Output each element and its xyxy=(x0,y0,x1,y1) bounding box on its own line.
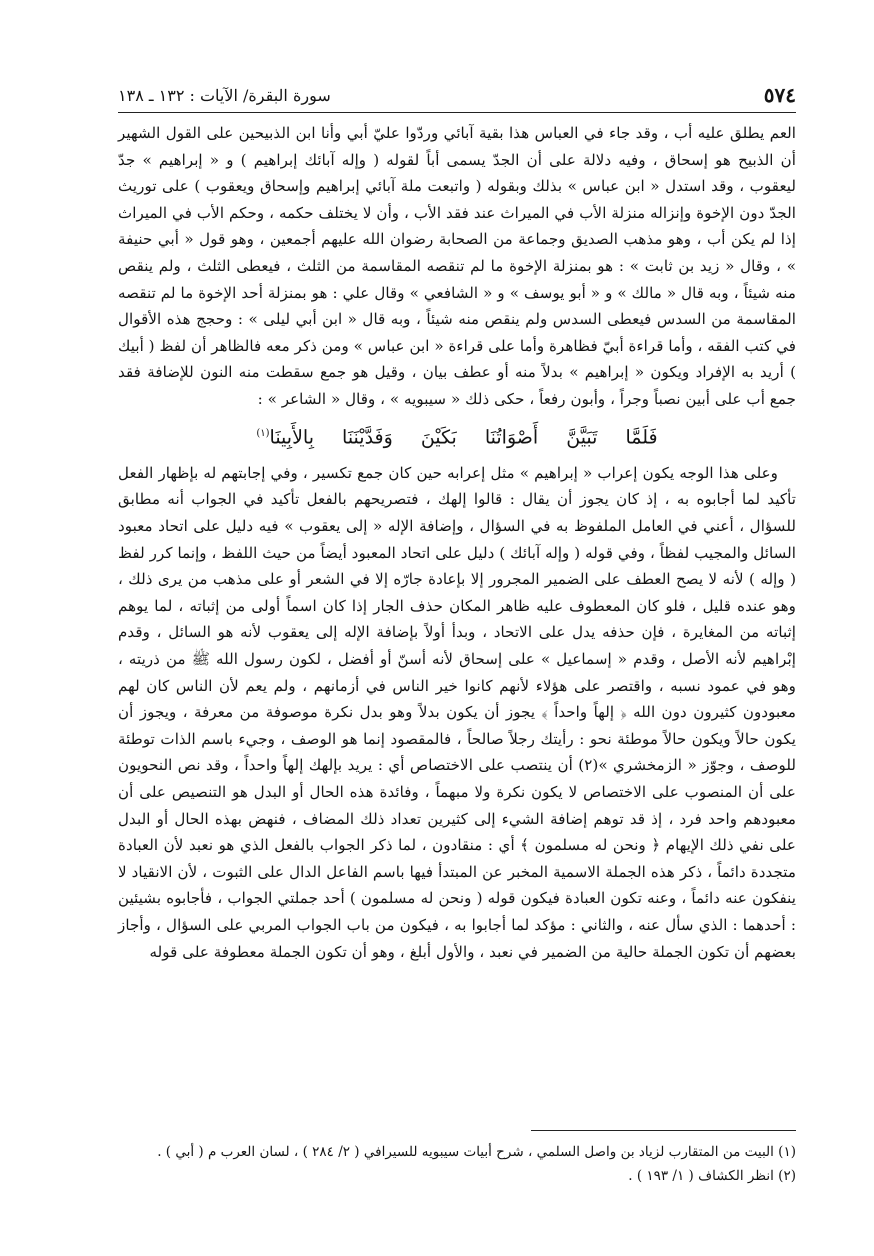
paragraph: العم يطلق عليه أب ، وقد جاء في العباس هذا بقية آبائي وردّوا عليّ أبي وأنا ابن الذبيحين على القول الشهير أن الذبيح هو إسحاق ، وفيه دلالة على أن الجدّ يسمى أباً لقوله ( وإله آبائك إبراهيم ) و « إبراهيم » جدّ ليعقوب ، وقد استدل « ابن عباس » بذلك وبقوله ( واتبعت ملة آبائي إبراهيم وإسحاق ويعقوب ) على توريث الجدّ دون الإخوة وإنزاله منزلة الأب في الميراث عند فقد الأب ، وأن لا يختلف حكمه ، وحكم الأب في الميراث إذا لم يكن أب ، وهو مذهب الصديق وجماعة من الصحابة رضوان الله عليهم أجمعين ، وهو قول « أبي حنيفة » ، وقال « زيد بن ثابت » : هو بمنزلة الإخوة ما لم تنقصه المقاسمة من الثلث ، فيعطى الثلث ، ولم ينقص منه شيئاً ، وبه قال « مالك » و « أبو يوسف » و « الشافعي » وقال علي : هو بمنزلة أحد الإخوة ما لم تنقصه المقاسمة من السدس فيعطى السدس ولم ينقص منه شيئاً ، وبه قال « ابن أبي ليلى » : وحجج هذه الأقوال في كتب الفقه ، وأما قراءة أبيّ فظاهرة وأما على قراءة « ابن عباس » ومن ذكر معه فالظاهر أن لفظ ( أبيك ) أريد به الإفراد ويكون « إبراهيم » بدلاً منه أو عطف بيان ، وقيل هو جمع سقطت منه النون للإضافة فقد جمع أب على أبين نصباً وجراً ، وأبون رفعاً ، حكى ذلك « سيبويه » ، وقال « الشاعر » : xyxy=(118,124,796,408)
verse-second-hemistich: بَكَيْنَ وَفَدَّيْنَنَا بِالأَبِينَا xyxy=(269,425,457,448)
paragraph: وعلى هذا الوجه يكون إعراب « إبراهيم » مثل إعرابه حين كان جمع تكسير ، وفي إجابتهم له بإظهار الفعل تأكيد لما أجابوه به ، إذ كان يجوز أن يقال : قالوا إلهك ، فتصريحهم بالفعل تأكيد في الجواب أنه مطابق للسؤال ، أعني في العامل الملفوظ به في السؤال ، وإضافة الإله « إلى يعقوب » فيه دليل على اتحاد معبود السائل والمجيب لفظاً ، وفي قوله ( وإله آبائك ) دليل على اتحاد المعبود أيضاً من حيث اللفظ ، وإنما كرر لفظ ( وإله ) لأنه لا يصح العطف على الضمير المجرور إلا بإعادة جارّه إلا في الشعر أو على مذهب من يرى ذلك ، وهو عنده قليل ، فلو كان المعطوف عليه ظاهر المكان حذف الجار إذا كان اسماً أولى من إثباته ، لما يوهم إثباته من المغايرة ، فإن حذفه يدل على الاتحاد ، وبدأ أولاً بإضافة الإله إلى يعقوب لأنه هو السائل ، وقدم إبْراهيم لأنه الأصل ، وقدم « إسماعيل » على إسحاق لأنه أسنّ أو أفضل ، لكون رسول الله ﷺ من ذريته ، وهو في عمود نسبه ، واقتصر على هؤلاء لأنهم كانوا خير الناس في أزمانهم ، ولم يعم لأن الناس كان لهم معبودون كثيرون دون الله ﴿ إلهاً واحداً ﴾ يجوز أن يكون بدلاً وهو بدل نكرة موصوفة من معرفة ، ويجوز أن يكون حالاً ويكون حالاً موطئة نحو : رأيتك رجلاً صالحاً ، فالمقصود إنما هو الوصف ، وجيء باسم الذات توطئة للوصف ، وجوّز « الزمخشري »(٢) أن ينتصب على الاختصاص أي : يريد بإلهك إلهاً واحداً ، وقد نص النحويون على أن المنصوب على الاختصاص لا يكون نكرة ولا مبهماً ، وفائدة هذه الحال أو البدل هو التنصيص على أن معبودهم واحد فرد ، إذ قد توهم إضافة الشيء إلى كثيرين تعداد ذلك المضاف ، فنهض بهذه الحال أو البدل على نفي ذلك الإيهام ﴿ ونحن له مسلمون ﴾ أي : منقادون ، لما ذكر الجواب بالفعل الذي هو نعبد لأن العبادة متجددة دائماً ، ذكر هذه الجملة الاسمية المخبر عن المبتدأ فيها باسم الفاعل الدال على الثبوت ، لأن الانقياد لا ينفكون عنه دائماً ، وعنه تكون العبادة فيكون قوله ( ونحن له مسلمون ) أحد جملتي الجواب ، فأجابوه بشيئين : أحدهما : الذي سأل عنه ، والثاني : مؤكد لما أجابوا به ، فيكون من باب الجواب المربي على السؤال ، وأجاز بعضهم أن تكون الجملة حالية من الضمير في نعبد ، والأول أبلغ ، وهو أن تكون الجملة معطوفة على قوله xyxy=(118,463,796,961)
header-rule xyxy=(118,112,796,113)
verse-first-hemistich: فَلَمَّا تَبَيَّنَّ أَصْوَاتُنَا xyxy=(484,425,658,448)
running-title: سورة البقرة/ الآيات : ١٣٢ ـ ١٣٨ xyxy=(118,85,331,105)
footnote-marker: (١) xyxy=(256,427,270,439)
footnote: (٢) انظر الكشاف ( ١/ ١٩٣ ) . xyxy=(628,1168,796,1184)
poetry-verse xyxy=(118,419,796,452)
footnotes xyxy=(118,1140,796,1188)
body-text xyxy=(118,120,796,965)
page-header xyxy=(118,78,796,112)
footnote-rule xyxy=(531,1130,796,1131)
footnote: (١) البيت من المتقارب لزياد بن واصل السلمي ، شرح أبيات سيبويه للسيرافي ( ٢/ ٢٨٤ ) ، لسان العرب م ( أبي ) . xyxy=(157,1144,796,1160)
page-number: ٥٧٤ xyxy=(763,83,796,107)
